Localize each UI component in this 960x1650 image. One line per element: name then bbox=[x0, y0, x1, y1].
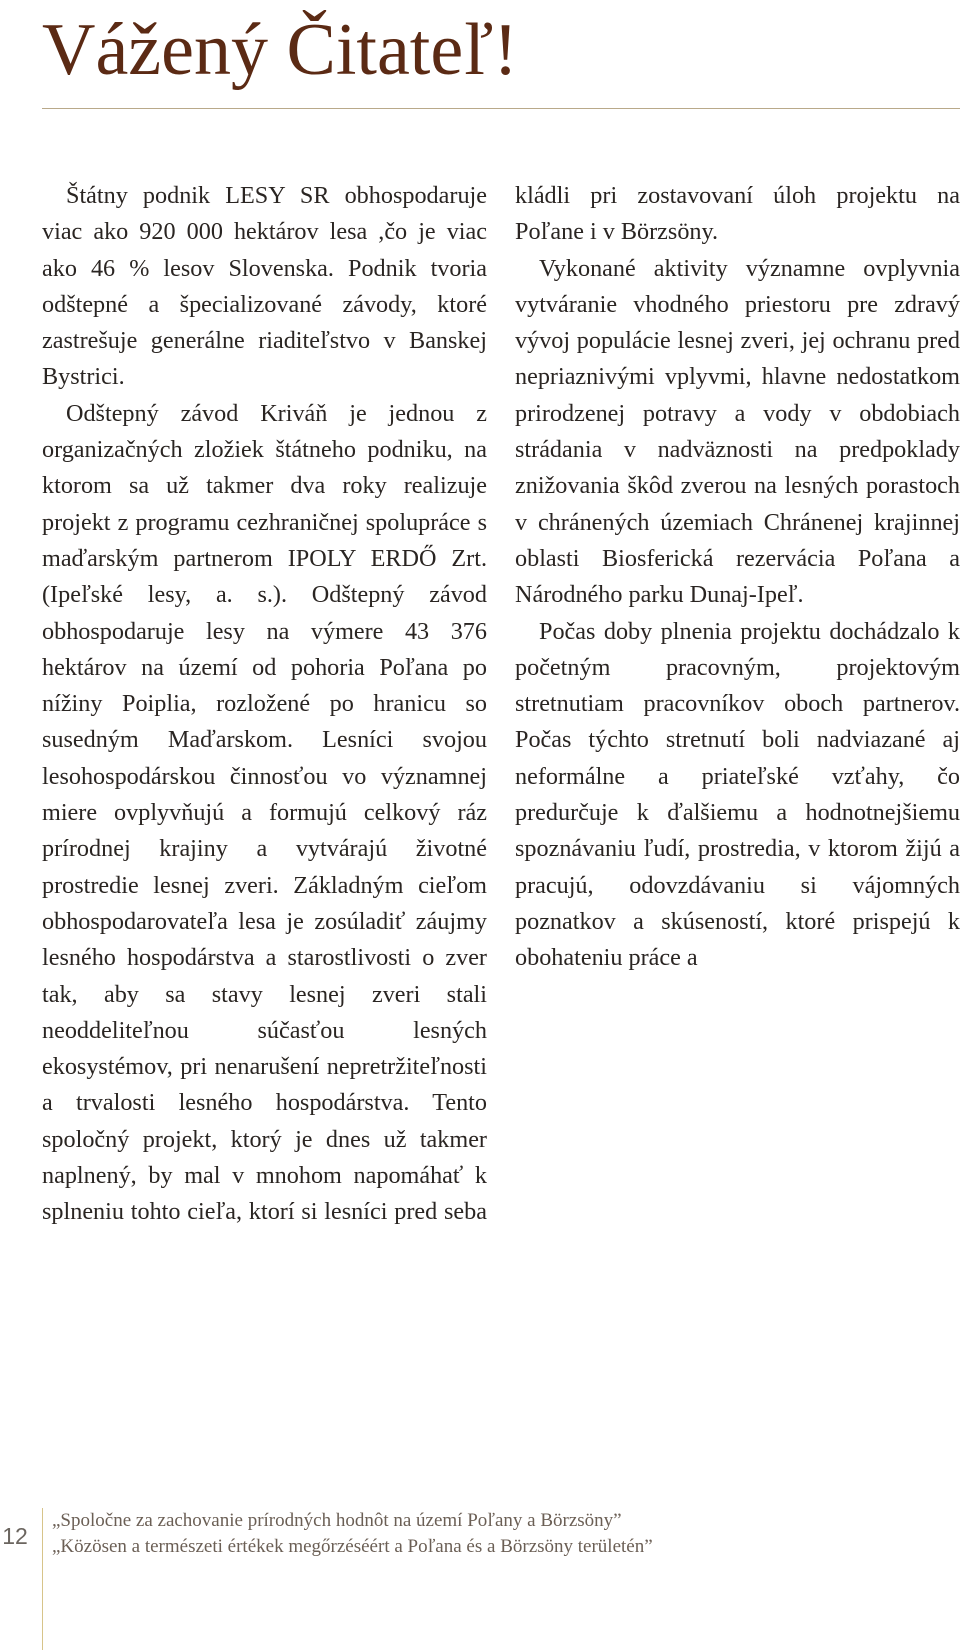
footer-line-slovak: „Spoločne za zachovanie prírodných hodnôt na území Poľany a Börzsöny” bbox=[52, 1510, 622, 1531]
page-title: Vážený Čitateľ! bbox=[42, 9, 518, 91]
paragraph-krivan: Odštepný závod Kriváň je jednou z organizačných zložiek štátneho podniku, na ktorom sa už takmer dva roky realizuje projekt z programu cezhraničnej spolupráce s maďarským partnerom IPOLY ERDŐ Zrt. (Ipeľské lesy, a. s.). Odštepný závod obhospodaruje lesy na výmere 43 376 hektárov na území od pohoria Poľana po nížiny Poiplia, rozložené po hranicu so susedným Maďarskom. Lesníci svojou lesohospodárskou činnosťou vo významnej miere ovplyvňujú a formujú celkový ráz prírodnej krajiny a vytvárajú životné prostredie lesnej zveri. Základným cieľom obhospodarovateľa lesa je zosúladiť záujmy lesného hospodárstva a starostlivosti o zver tak, aby sa stavy lesnej zveri stali neoddeliteľnou súčasťou lesných ekosystémov, pri nenarušení nepretržiteľnosti a trvalosti lesného hospodárstva. Tento spoločný projekt, ktorý je dnes už takmer naplnený, by mal v mnohom napomáhať k splneniu tohto cieľa, ktorí si lesníci pred seba kládli pri zostavovaní úloh projektu na Poľane i v Börzsöny. bbox=[42, 182, 960, 1226]
paragraph-intro: Štátny podnik LESY SR obhospodaruje viac ako 920 000 hektárov lesa ,čo je viac ako 46 % lesov Slovenska. Podnik tvoria odštepné a špecializované závody, ktoré zastrešuje generálne riaditeľstvo v Banskej Bystrici. bbox=[42, 182, 487, 391]
page-number: 12 bbox=[2, 1523, 28, 1549]
title-divider bbox=[42, 108, 960, 109]
article-body bbox=[42, 178, 960, 1298]
footer bbox=[52, 1508, 932, 1560]
paragraph-meetings: Počas doby plnenia projektu dochádzalo k početným pracovným, projektovým stretnutiam pracovníkov oboch partnerov. Počas týchto stretnutí boli nadviazané aj neformálne a priateľské vzťahy, čo predurčuje k ďalšiemu a hodnotnejšiemu spoznávaniu ľudí, prostredia, v ktorom žijú a pracujú, odovzdávaniu si vájomných poznatkov a skúseností, ktoré prispejú k obohateniu práce a bbox=[515, 617, 960, 972]
footer-line-hungarian: „Közösen a természeti értékek megőrzéséért a Poľana és a Börzsöny területén” bbox=[52, 1536, 653, 1557]
paragraph-activities: Vykonané aktivity významne ovplyvnia vytváranie vhodného priestoru pre zdravý vývoj populácie lesnej zveri, jej ochranu pred nepriaznivými vplyvmi, hlavne nedostatkom prirodzenej potravy a vody v obdobiach strádania v nadväznosti na predpoklady znižovania škôd zverou na lesných porastoch v chránených územiach Chránenej krajinnej oblasti Biosferická rezervácia Poľana a Národného parku Dunaj-Ipeľ. bbox=[515, 254, 960, 609]
footer-divider bbox=[42, 1508, 43, 1650]
